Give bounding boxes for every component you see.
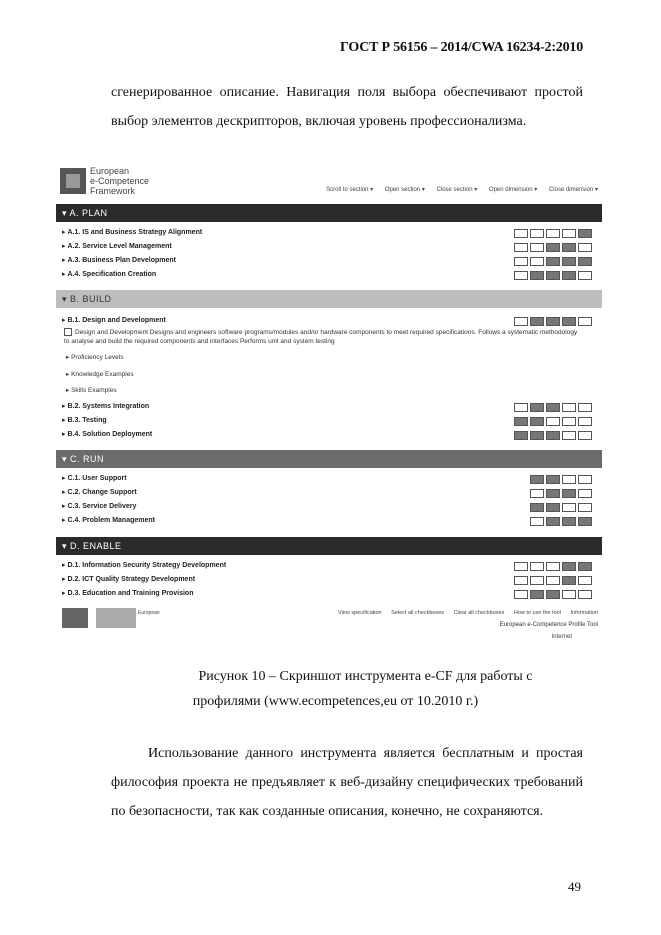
footer-logo-text: European — [138, 610, 160, 616]
level-boxes[interactable] — [530, 475, 592, 484]
clear-all-link[interactable]: Clear all checkboxes — [453, 610, 505, 616]
eu-flag-icon — [62, 608, 88, 628]
level-boxes[interactable] — [514, 590, 592, 599]
level-boxes[interactable] — [514, 257, 592, 266]
competence-a3[interactable]: ▸ A.3. Business Plan Development — [62, 256, 176, 264]
close-dimension-menu[interactable]: Close dimension ▾ — [548, 187, 598, 193]
section-header-run[interactable]: ▾ C. RUN — [56, 450, 602, 468]
tool-name: European e-Competence Profile Tool — [499, 622, 598, 628]
ecf-logo-text — [90, 166, 149, 196]
competence-a1[interactable]: ▸ A.1. IS and Business Strategy Alignment — [62, 228, 202, 236]
ecf-tool-screenshot — [56, 160, 602, 644]
level-boxes[interactable] — [514, 271, 592, 280]
figure-caption-line2: профилями (www.ecompetences,eu от 10.2010 г.) — [192, 694, 479, 709]
how-to-use-link[interactable]: How to use the tool — [513, 610, 561, 616]
figure-caption-line1: Рисунок 10 – Скриншот инструмента e-CF для работы с — [198, 669, 533, 684]
level-boxes[interactable] — [514, 576, 592, 585]
level-boxes[interactable] — [514, 403, 592, 412]
knowledge-examples-toggle[interactable]: ▸ Knowledge Examples — [66, 370, 134, 378]
competence-b1[interactable]: ▸ B.1. Design and Development — [62, 316, 166, 324]
open-dimension-menu[interactable]: Open dimension ▾ — [488, 187, 538, 193]
level-boxes[interactable] — [514, 243, 592, 252]
description-text: Design and Development Designs and engineers software programs/modules and/or hardware components to meet required specifications. Follows a systematic methodology to analyse and build the required components and interfaces Performs unit and system testing — [64, 329, 578, 345]
logo-line3: Framework — [90, 186, 136, 196]
competence-b4[interactable]: ▸ B.4. Solution Deployment — [62, 430, 152, 438]
ecf-logo — [60, 162, 150, 200]
competence-c2[interactable]: ▸ C.2. Change Support — [62, 488, 137, 496]
logo-line1: European — [90, 166, 130, 176]
document-header: ГОСТ Р 56156 – 2014/CWA 16234-2:2010 — [339, 40, 583, 55]
section-header-build[interactable]: ▾ B. BUILD — [56, 290, 602, 308]
top-navigation — [316, 186, 598, 193]
section-header-plan[interactable]: ▾ A. PLAN — [56, 204, 602, 222]
competence-b3[interactable]: ▸ B.3. Testing — [62, 416, 107, 424]
footer-logo — [96, 608, 136, 628]
footer-links — [330, 610, 598, 616]
ecf-logo-mark — [60, 168, 86, 194]
paragraph-intro: сгенерированное описание. Навигация поля выбора обеспечивают простой выбор элементов дескрипторов, включая уровень профессионализма. — [111, 85, 583, 129]
proficiency-levels-toggle[interactable]: ▸ Proficiency Levels — [66, 353, 123, 361]
level-boxes[interactable] — [514, 562, 592, 571]
competence-a2[interactable]: ▸ A.2. Service Level Management — [62, 242, 172, 250]
paragraph-usage — [111, 739, 583, 826]
competence-d2[interactable]: ▸ D.2. ICT Quality Strategy Development — [62, 575, 195, 583]
level-boxes[interactable] — [530, 517, 592, 526]
logo-line2: e-Competence — [90, 176, 150, 186]
competence-c3[interactable]: ▸ C.3. Service Delivery — [62, 502, 136, 510]
information-link[interactable]: Information — [570, 610, 598, 616]
competence-c4[interactable]: ▸ C.4. Problem Management — [62, 516, 155, 524]
skills-examples-toggle[interactable]: ▸ Skills Examples — [66, 386, 117, 394]
view-specification-link[interactable]: View specification — [338, 610, 382, 616]
competence-description — [64, 328, 584, 346]
competence-a4[interactable]: ▸ A.4. Specification Creation — [62, 270, 156, 278]
tool-footer — [56, 606, 602, 636]
competence-b2[interactable]: ▸ B.2. Systems Integration — [62, 402, 149, 410]
open-section-menu[interactable]: Open section ▾ — [384, 187, 425, 193]
level-boxes[interactable] — [514, 317, 592, 326]
level-boxes[interactable] — [514, 229, 592, 238]
scroll-to-section-menu[interactable]: Scroll to section ▾ — [326, 187, 374, 193]
select-all-link[interactable]: Select all checkboxes — [391, 610, 445, 616]
level-boxes[interactable] — [530, 489, 592, 498]
browser-status-zone: Internet — [551, 634, 572, 640]
competence-d1[interactable]: ▸ D.1. Information Security Strategy Development — [62, 561, 226, 569]
level-boxes[interactable] — [514, 431, 592, 440]
level-boxes[interactable] — [514, 417, 592, 426]
close-section-menu[interactable]: Close section ▾ — [436, 187, 478, 193]
page-number: 49 — [568, 879, 581, 894]
section-header-enable[interactable]: ▾ D. ENABLE — [56, 537, 602, 555]
competence-d3[interactable]: ▸ D.3. Education and Training Provision — [62, 589, 194, 597]
competence-c1[interactable]: ▸ C.1. User Support — [62, 474, 127, 482]
level-boxes[interactable] — [530, 503, 592, 512]
description-checkbox[interactable] — [64, 328, 72, 336]
paragraph-usage-text: Использование данного инструмента является бесплатным и простая философия проекта не предъявляет к веб-дизайну специфических требований по безопасности, так как созданные описания, конечно, не сохраняются. — [111, 746, 583, 819]
